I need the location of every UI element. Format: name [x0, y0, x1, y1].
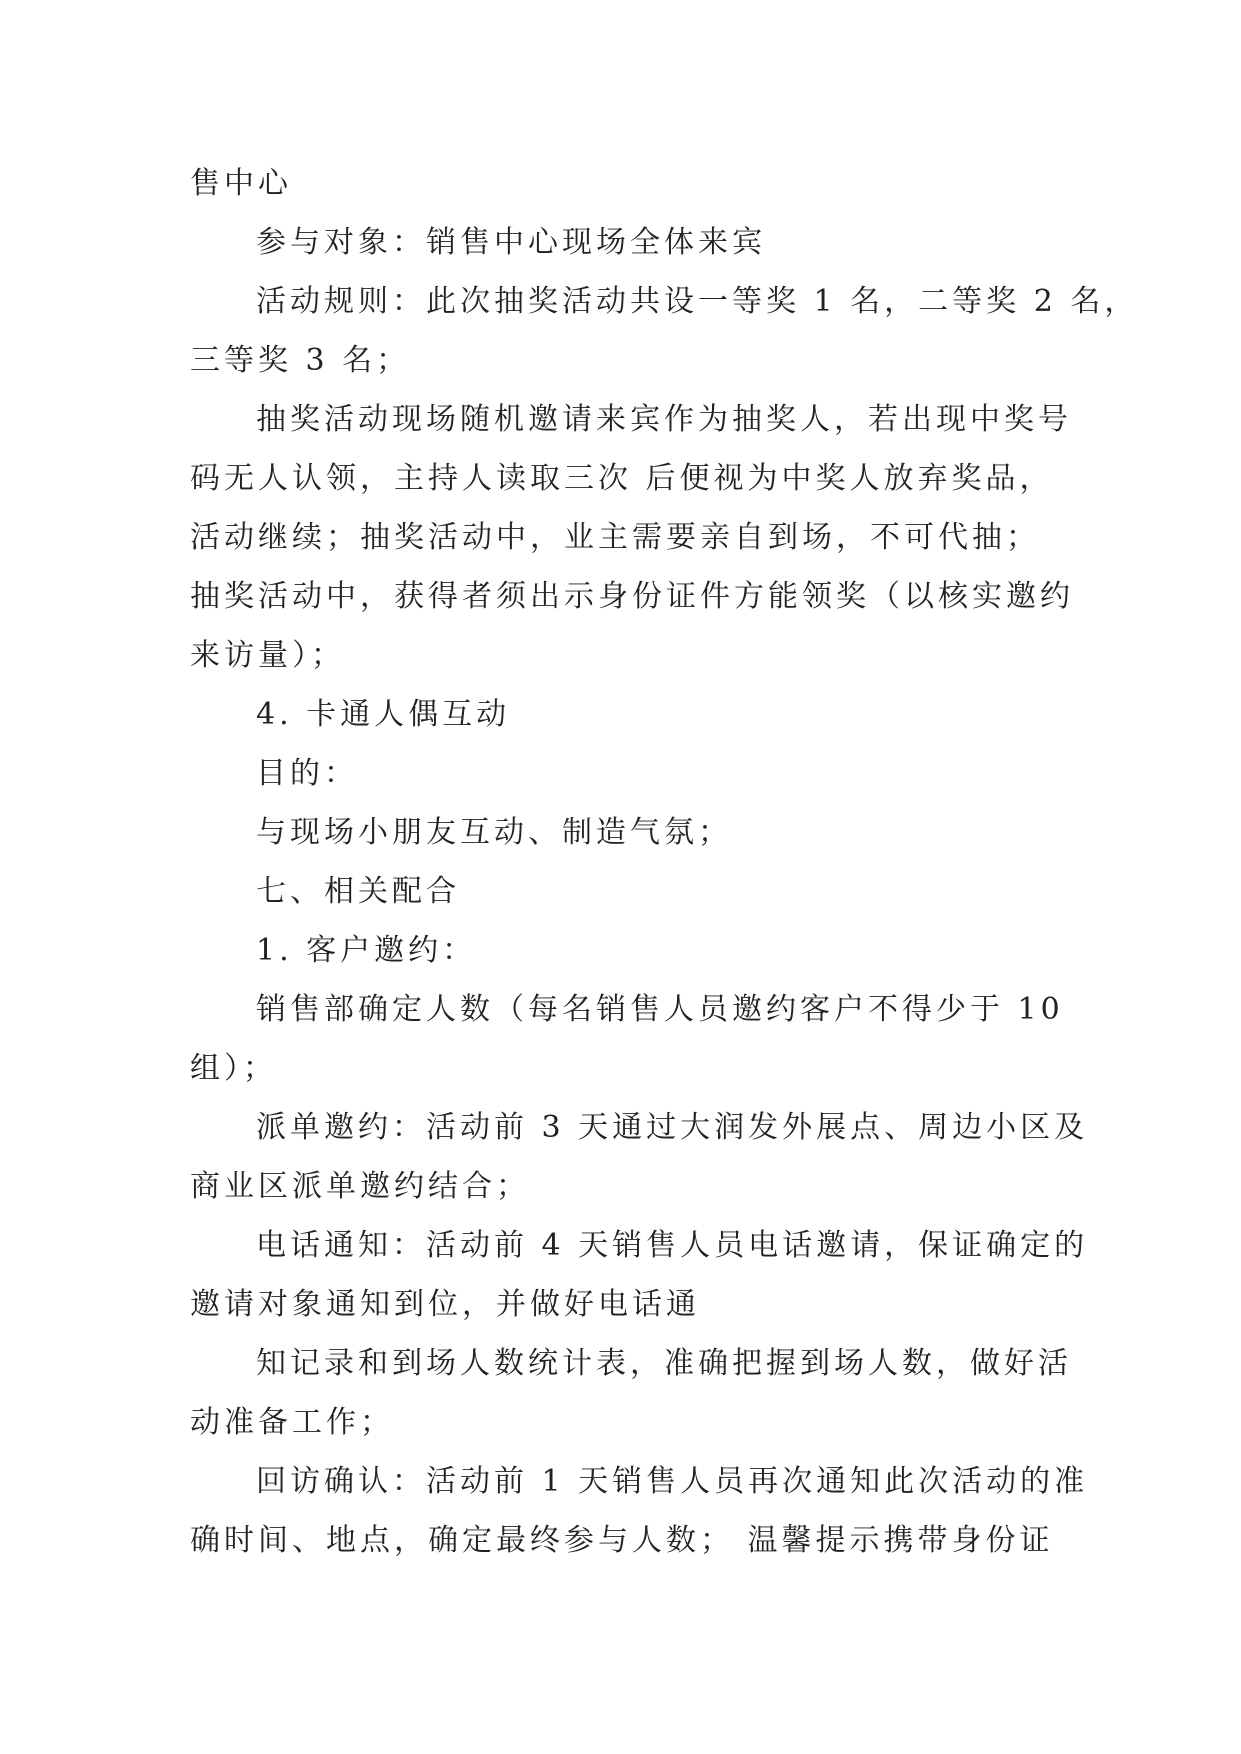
text-line: 抽奖活动中，获得者须出示身份证件方能领奖（以核实邀约: [190, 579, 1074, 614]
section-heading: 4. 卡通人偶互动: [256, 697, 511, 732]
text-line: 参与对象：销售中心现场全体来宾: [256, 225, 766, 260]
text-line: 知记录和到场人数统计表，准确把握到场人数，做好活: [256, 1346, 1072, 1381]
text-line: 回访确认：活动前 1 天销售人员再次通知此次活动的准: [256, 1464, 1089, 1499]
text-line: 活动继续；抽奖活动中，业主需要亲自到场，不可代抽；: [190, 520, 1040, 555]
text-line: 与现场小朋友互动、制造气氛；: [256, 815, 732, 850]
text-line: 三等奖 3 名；: [190, 343, 411, 378]
section-heading: 1. 客户邀约：: [256, 933, 477, 968]
text-line: 售中心: [190, 166, 292, 201]
text-line: 电话通知：活动前 4 天销售人员电话邀请，保证确定的: [256, 1228, 1089, 1263]
text-line: 活动规则：此次抽奖活动共设一等奖 1 名，二等奖 2 名，: [256, 284, 1139, 319]
text-line: 抽奖活动现场随机邀请来宾作为抽奖人，若出现中奖号: [256, 402, 1072, 437]
text-line: 确时间、地点，确定最终参与人数； 温馨提示携带身份证: [190, 1523, 1054, 1558]
text-line: 组）；: [190, 1051, 277, 1086]
text-line: 商业区派单邀约结合；: [190, 1169, 530, 1204]
section-heading: 七、相关配合: [256, 874, 460, 909]
text-line: 邀请对象通知到位，并做好电话通: [190, 1287, 700, 1322]
text-line: 销售部确定人数（每名销售人员邀约客户不得少于 10: [256, 992, 1064, 1027]
text-line: 目的：: [256, 756, 358, 791]
text-line: 动准备工作；: [190, 1405, 394, 1440]
text-line: 来访量）；: [190, 638, 345, 673]
text-line: 码无人认领，主持人读取三次 后便视为中奖人放弃奖品，: [190, 461, 1054, 496]
text-line: 派单邀约：活动前 3 天通过大润发外展点、周边小区及: [256, 1110, 1089, 1145]
